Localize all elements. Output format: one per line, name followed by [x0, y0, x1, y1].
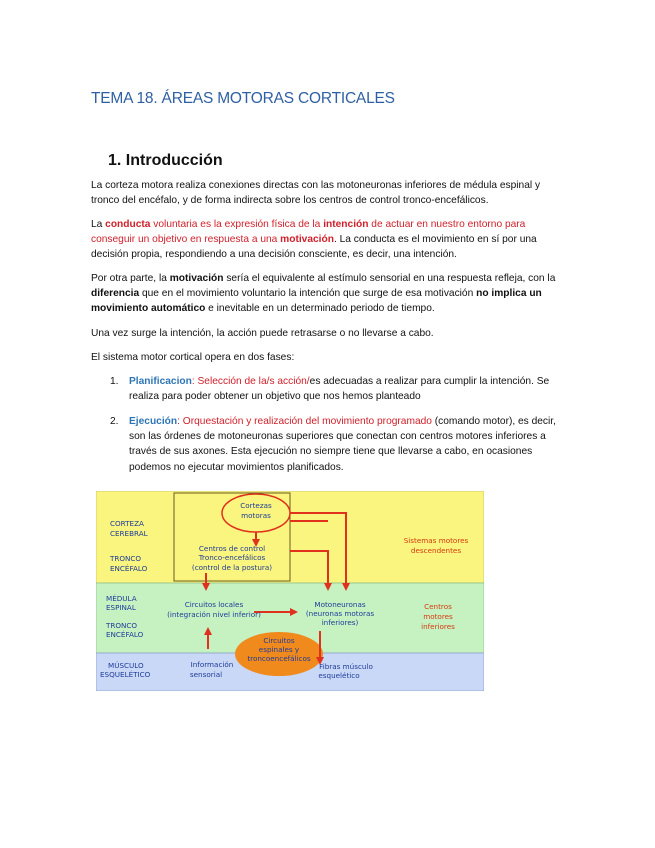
text-motivacion: motivación — [169, 273, 224, 284]
label-motores: motores — [423, 612, 453, 621]
text-motivacion: motivación — [280, 234, 334, 246]
label-tronco-2: TRONCO — [106, 621, 138, 630]
label-cortezas: Cortezas — [240, 501, 272, 510]
paragraph-intencion: Una vez surge la intención, la acción puede retrasarse o no llevarse a cabo. — [91, 328, 434, 339]
list-number: 2. — [110, 416, 119, 427]
list-term: Ejecución — [129, 416, 178, 427]
paragraph-fases: El sistema motor cortical opera en dos fases: — [91, 352, 295, 363]
label-inferiores: inferiores) — [321, 618, 359, 627]
label-integracion: (integración nivel inferior) — [167, 610, 261, 619]
label-descendentes: descendentes — [410, 546, 462, 555]
text-conducta: conducta — [105, 219, 151, 230]
label-troncoencefalicos: troncoencefálicos — [247, 654, 311, 663]
motor-system-diagram — [96, 491, 484, 691]
label-motoneuronas: Motoneuronas — [314, 600, 366, 609]
label-corteza: CORTEZA — [110, 519, 144, 528]
list-text: es adecuadas a realizar para cumplir la intención. Se realiza para poder obtener un objetivo que nos hemos planteado — [129, 376, 550, 403]
label-encefalo-2: ENCÉFALO — [106, 630, 144, 639]
label-fibras: Fibras músculo — [319, 662, 373, 671]
label-circuitos-locales: Circuitos locales — [184, 600, 244, 609]
text: e inevitable en un determinado periodo de tiempo. — [205, 303, 435, 315]
text: La — [91, 219, 106, 230]
label-medula: MÉDULA — [106, 594, 137, 603]
text: voluntaria es la expresión física de la — [150, 219, 324, 230]
label-esqueletico: ESQUELÉTICO — [100, 670, 151, 679]
text-intencion: intención — [323, 219, 369, 230]
label-espinal: ESPINAL — [106, 603, 136, 612]
label-motoras: motoras — [241, 511, 271, 520]
list-highlight: Orquestación y realización del movimiento programado — [182, 416, 432, 427]
page-title: TEMA 18. ÁREAS MOTORAS CORTICALES — [91, 90, 395, 107]
label-cerebral: CEREBRAL — [110, 529, 148, 538]
text-no-implica: no implica un movimiento automático — [91, 288, 542, 315]
list-colon: : — [191, 376, 198, 387]
list-colon: : — [177, 416, 183, 427]
list-text: (comando motor), es decir, son las órdenes de motoneuronas superiores que conectan con centros motores inferiores a través de sus axones. Esta ejecución no siempre tiene que llevarse a cabo, en ocasiones podemos no ejecutar movimientos planificados. — [129, 416, 556, 473]
paragraph-conducta — [91, 217, 561, 263]
text: que en el movimiento voluntario la intención que surge de esa motivación — [139, 288, 477, 300]
label-encefalo: ENCÉFALO — [110, 564, 148, 573]
paragraph-motivacion — [91, 271, 561, 317]
label-neuronas-motoras: (neuronas motoras — [305, 609, 375, 618]
text: de actuar en nuestro entorno para conseguir un objetivo en respuesta a una — [91, 219, 526, 246]
label-musculo: MÚSCULO — [108, 661, 144, 670]
list-item-ejecucion — [129, 414, 559, 475]
label-tronco-encefalicos: Tronco-encefálicos — [198, 553, 266, 562]
label-centros-control: Centros de control — [198, 544, 266, 553]
list-number: 1. — [110, 376, 119, 387]
diagram-svg — [96, 491, 484, 691]
label-circuitos: Circuitos — [263, 636, 295, 645]
paragraph-intro: La corteza motora realiza conexiones directas con las motoneuronas inferiores de médula espinal y tronco del encéfalo, y de forma indirecta sobre los centros de control tronco-encefálicos. — [91, 180, 541, 207]
text: sería el equivalente al estímulo sensorial en una respuesta refleja, con la — [223, 273, 556, 284]
list-term: Planificacion — [129, 376, 192, 387]
text: Por otra parte, la — [91, 273, 170, 284]
label-centros: Centros — [424, 602, 452, 611]
list-highlight: Selección de la/s acción/ — [197, 376, 310, 387]
label-inferiores-right: inferiores — [421, 622, 455, 631]
section-heading: 1. Introducción — [108, 152, 223, 169]
label-esqueletico-fibras: esquelético — [318, 671, 360, 680]
label-sensorial: sensorial — [189, 670, 223, 679]
label-tronco: TRONCO — [110, 554, 142, 563]
list-item-planificacion — [129, 374, 559, 404]
text-diferencia: diferencia — [91, 288, 140, 300]
label-espinales: espinales y — [258, 645, 300, 654]
label-informacion: Información — [190, 660, 234, 669]
label-sistemas-motores: Sistemas motores — [403, 536, 469, 545]
text: . La conducta es el movimiento en sí por una decisión propia, respondiendo a una decisión consciente, es decir, una intención. — [91, 234, 537, 261]
label-control-postura: (control de la postura) — [191, 563, 273, 572]
